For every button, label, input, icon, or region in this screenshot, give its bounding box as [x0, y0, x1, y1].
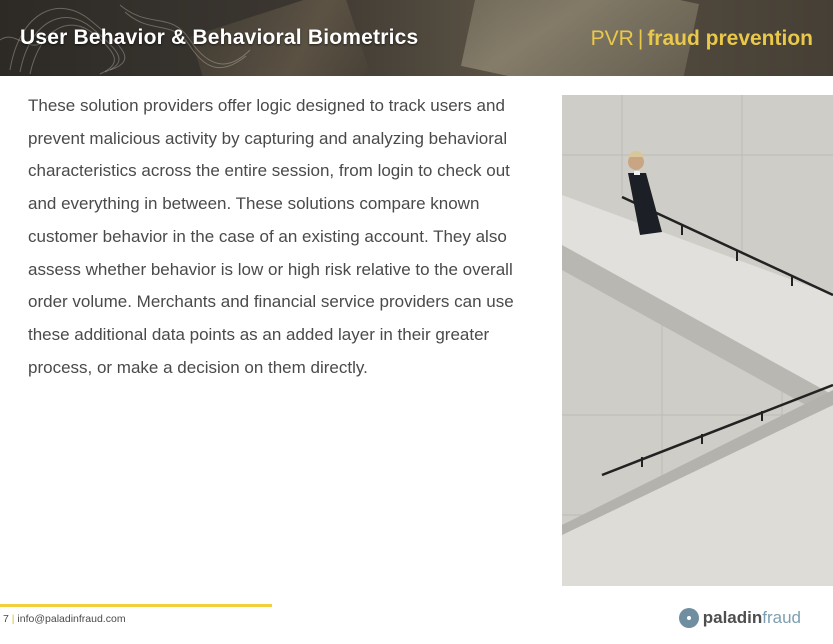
paladinfraud-logo [679, 606, 801, 630]
staircase-photo [562, 95, 833, 586]
brand-separator: | [637, 27, 644, 50]
staircase-illustration [562, 95, 833, 586]
footer-contact [3, 613, 126, 625]
email-link[interactable]: info@paladinfraud.com [17, 613, 126, 625]
brand-suffix: fraud prevention [647, 27, 813, 50]
logo-mark-icon [679, 608, 699, 628]
footer-divider [0, 604, 272, 607]
logo-text-paladin: paladin [702, 608, 763, 627]
page-title: User Behavior & Behavioral Biometrics [20, 26, 419, 49]
logo-text-fraud: fraud [762, 608, 801, 627]
header-banner [0, 0, 833, 76]
brand-prefix: PVR [590, 27, 634, 50]
brand-tagline [591, 27, 813, 51]
body-paragraph: These solution providers offer logic designed to track users and prevent malicious activity by capturing and analyzing behavioral characteristics across the entire session, from login to check out and everything in between. These solutions compare known customer behavior in the case of an existing account. They also assess whether behavior is low or high risk relative to the overall order volume. Merchants and financial service providers can use these additional data points as an added layer in their greater process, or make a decision on them directly. [28, 96, 514, 377]
footer-separator: | [11, 613, 15, 625]
page-number: 7 [3, 613, 9, 625]
